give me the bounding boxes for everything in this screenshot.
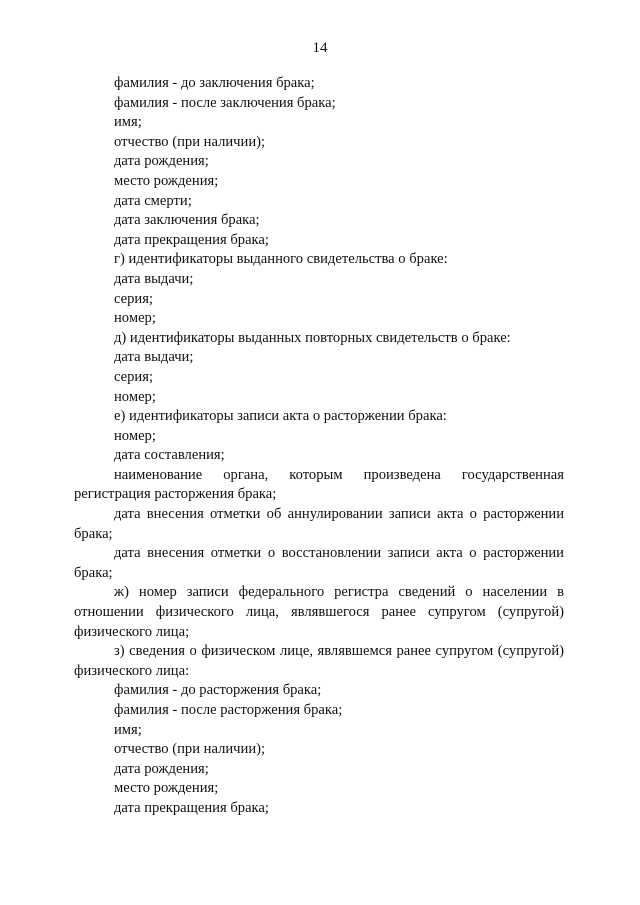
list-heading-z: з) сведения о физическом лице, являвшемся ранее супругом (супругой) физического лица: — [74, 643, 564, 679]
page-number: 14 — [312, 40, 328, 56]
text-line: фамилия - до заключения брака; — [114, 75, 315, 91]
text-line: место рождения; — [114, 172, 219, 189]
text-line: номер; — [114, 427, 156, 444]
text-line: фамилия - после расторжения брака; — [114, 702, 343, 718]
text-paragraph: дата внесения отметки о восстановлении записи акта о расторжении брака; — [74, 545, 564, 581]
text-line: дата прекращения брака; — [114, 231, 269, 248]
text-line: дата рождения; — [114, 760, 209, 777]
text-line: дата выдачи; — [114, 270, 194, 287]
text-line: дата составления; — [114, 447, 225, 464]
list-heading-e: е) идентификаторы записи акта о расторжении брака: — [114, 408, 447, 425]
text-line: отчество (при наличии); — [114, 741, 266, 758]
text-line: номер; — [114, 310, 156, 327]
text-line: дата прекращения брака; — [114, 799, 269, 816]
list-heading-g: г) идентификаторы выданного свидетельства о браке: — [114, 251, 448, 268]
text-line: отчество (при наличии); — [114, 133, 266, 150]
list-heading-d: д) идентификаторы выданных повторных свидетельств о браке: — [114, 329, 511, 346]
text-line: дата рождения; — [114, 153, 209, 170]
text-paragraph: наименование органа, которым произведена государственная регистрация расторжения брака; — [74, 466, 564, 503]
text-line: дата смерти; — [114, 192, 192, 209]
text-line: серия; — [114, 368, 154, 385]
text-line: фамилия - до расторжения брака; — [114, 682, 322, 699]
text-line: серия; — [114, 290, 154, 307]
text-line: дата заключения брака; — [114, 212, 260, 229]
text-line: имя; — [114, 114, 142, 131]
text-line: дата выдачи; — [114, 349, 194, 366]
text-paragraph: дата внесения отметки об аннулировании записи акта о расторжении брака; — [74, 506, 564, 542]
document-body — [74, 74, 564, 819]
text-line: фамилия - после заключения брака; — [114, 94, 336, 111]
list-heading-zh: ж) номер записи федерального регистра сведений о населении в отношении физического лица, являвшегося ранее супругом (супругой) физического лица; — [74, 584, 564, 640]
text-line: имя; — [114, 721, 142, 738]
text-line: место рождения; — [114, 780, 219, 797]
text-line: номер; — [114, 388, 156, 405]
